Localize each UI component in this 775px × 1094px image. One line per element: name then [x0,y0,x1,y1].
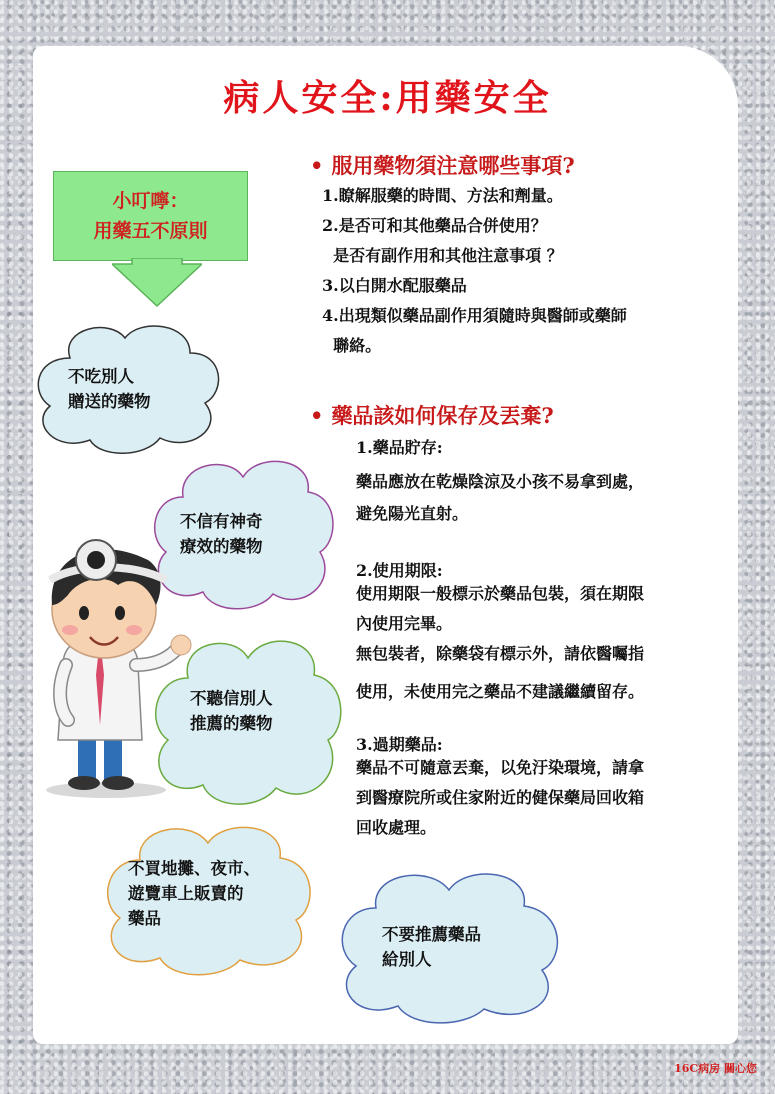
expired-line: 到醫療院所或住家附近的健保藥局回收箱 [356,788,645,807]
storage-line: 藥品應放在乾燥陰涼及小孩不易拿到處， [356,472,645,491]
section-1-heading: • 服用藥物須注意哪些事項? [310,153,575,178]
cloud-2-line-1: 不信有神奇 [180,512,263,531]
cloud-5-line-2: 給別人 [382,950,432,969]
expiry-line: 無包裝者，除藥袋有標示外，請依醫囑指 [356,644,645,663]
expired-title: 3.過期藥品: [356,735,443,754]
cloud-4-line-2: 遊覽車上販賣的 [128,884,244,903]
expiry-line-extra: 使用，未使用完之藥品不建議繼續留存。 [356,682,645,701]
storage-line: 避免陽光直射。 [356,504,469,523]
expiry-line: 使用期限一般標示於藥品包裝，須在期限 [356,584,645,603]
reminder-line-2: 用藥五不原則 [93,220,208,242]
section-1-item: 聯絡。 [322,336,382,355]
cloud-rule-4 [100,818,320,978]
cloud-rule-1 [30,318,226,458]
cloud-4-line-1: 不買地攤、夜市、 [128,859,260,878]
section-1-item: 4.出現類似藥品副作用須隨時與醫師或藥師 [322,306,627,325]
section-1-item: 是否有副作用和其他注意事項 ？ [322,246,563,265]
section-1-item: 1.瞭解服藥的時間、方法和劑量。 [322,186,563,205]
section-2-heading: • 藥品該如何保存及丟棄? [310,403,554,428]
expiry-text [356,579,644,669]
cloud-3-line-1: 不聽信別人 [190,689,273,708]
section-1-item: 2.是否可和其他藥品合併使用？ [322,216,547,235]
storage-title: 1.藥品貯存: [356,438,443,457]
cloud-1-line-2: 贈送的藥物 [68,392,151,411]
expired-line: 回收處理。 [356,818,437,837]
expiry-title: 2.使用期限: [356,561,443,580]
reminder-line-1: 小叮嚀： [112,190,189,212]
cloud-4-line-3: 藥品 [128,909,161,928]
cloud-5-line-1: 不要推薦藥品 [382,925,481,944]
reminder-box [53,171,248,261]
doctor-illustration [38,525,198,800]
page-title: 病人安全:用藥安全 [223,77,552,119]
section-1-item: 3.以白開水配服藥品 [322,276,467,295]
expiry-line: 內使用完畢。 [356,614,453,633]
footer-text: 16C病房 關心您 [674,1062,757,1075]
cloud-2-line-2: 療效的藥物 [180,537,263,556]
expired-text [356,753,644,843]
expired-line: 藥品不可隨意丟棄，以免汙染環境，請拿 [356,758,645,777]
storage-text [356,466,644,530]
section-1-list [322,181,627,361]
cloud-3-line-2: 推薦的藥物 [190,714,273,733]
down-arrow-icon [112,258,202,308]
cloud-1-line-1: 不吃別人 [68,367,134,386]
cloud-rule-5 [334,864,568,1026]
